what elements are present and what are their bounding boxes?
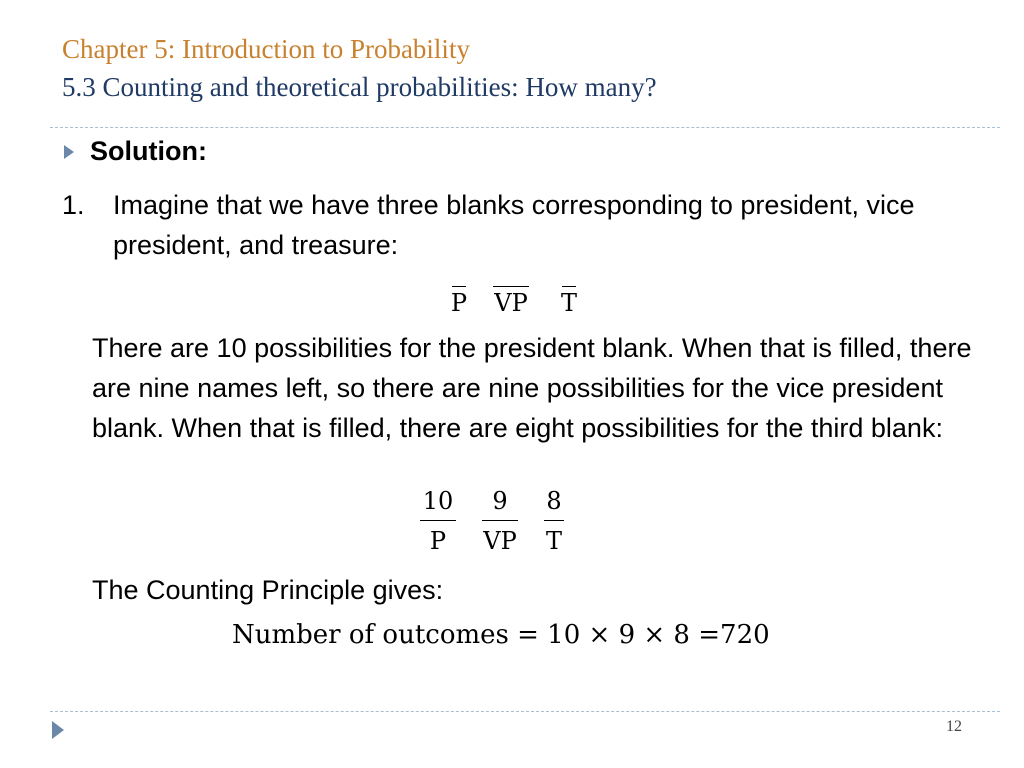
blank-president — [446, 286, 472, 316]
blank-vice-president — [486, 286, 536, 316]
outcomes-equation: Number of outcomes = 10 × 9 × 8 =720 — [232, 620, 770, 650]
item-text: Imagine that we have three blanks corresponding to president, vice president, and treasure: — [113, 190, 915, 260]
header-divider — [50, 127, 1000, 128]
fraction-president — [420, 486, 456, 555]
explanation-paragraph: There are 10 possibilities for the president blank. When that is filled, there are nine names left, so there are nine possibilities for the vice president blank. When that is filled, there are eight possibilities for the third blank: — [92, 333, 972, 443]
fraction-vice-president — [482, 486, 518, 555]
solution-label: Solution: — [90, 136, 207, 166]
solution-bullet — [64, 136, 207, 167]
page-number: 12 — [946, 718, 962, 735]
chapter-title: Chapter 5: Introduction to Probability — [62, 34, 470, 64]
blank-treasurer — [556, 286, 582, 316]
fraction-denominator: P — [429, 527, 447, 555]
fraction-denominator: VP — [483, 527, 517, 555]
blank-label: T — [560, 289, 577, 317]
numbered-item — [62, 185, 942, 265]
section-title: 5.3 Counting and theoretical probabilities: How many? — [62, 72, 657, 102]
fraction-treasurer — [544, 486, 564, 555]
item-number: 1. — [62, 190, 85, 220]
blanks-row — [446, 286, 582, 316]
fraction-numerator: 8 — [546, 487, 562, 515]
fractions-row — [420, 486, 564, 555]
fraction-numerator: 9 — [492, 487, 508, 515]
triangle-right-icon — [64, 145, 74, 159]
blank-label: VP — [494, 289, 528, 317]
fraction-denominator: T — [545, 527, 562, 555]
principle-text: The Counting Principle gives: — [92, 575, 444, 605]
blank-label: P — [450, 289, 468, 317]
triangle-right-icon — [52, 721, 64, 739]
fraction-numerator: 10 — [422, 487, 454, 515]
footer-divider — [50, 711, 1000, 712]
slide-header — [62, 30, 657, 106]
